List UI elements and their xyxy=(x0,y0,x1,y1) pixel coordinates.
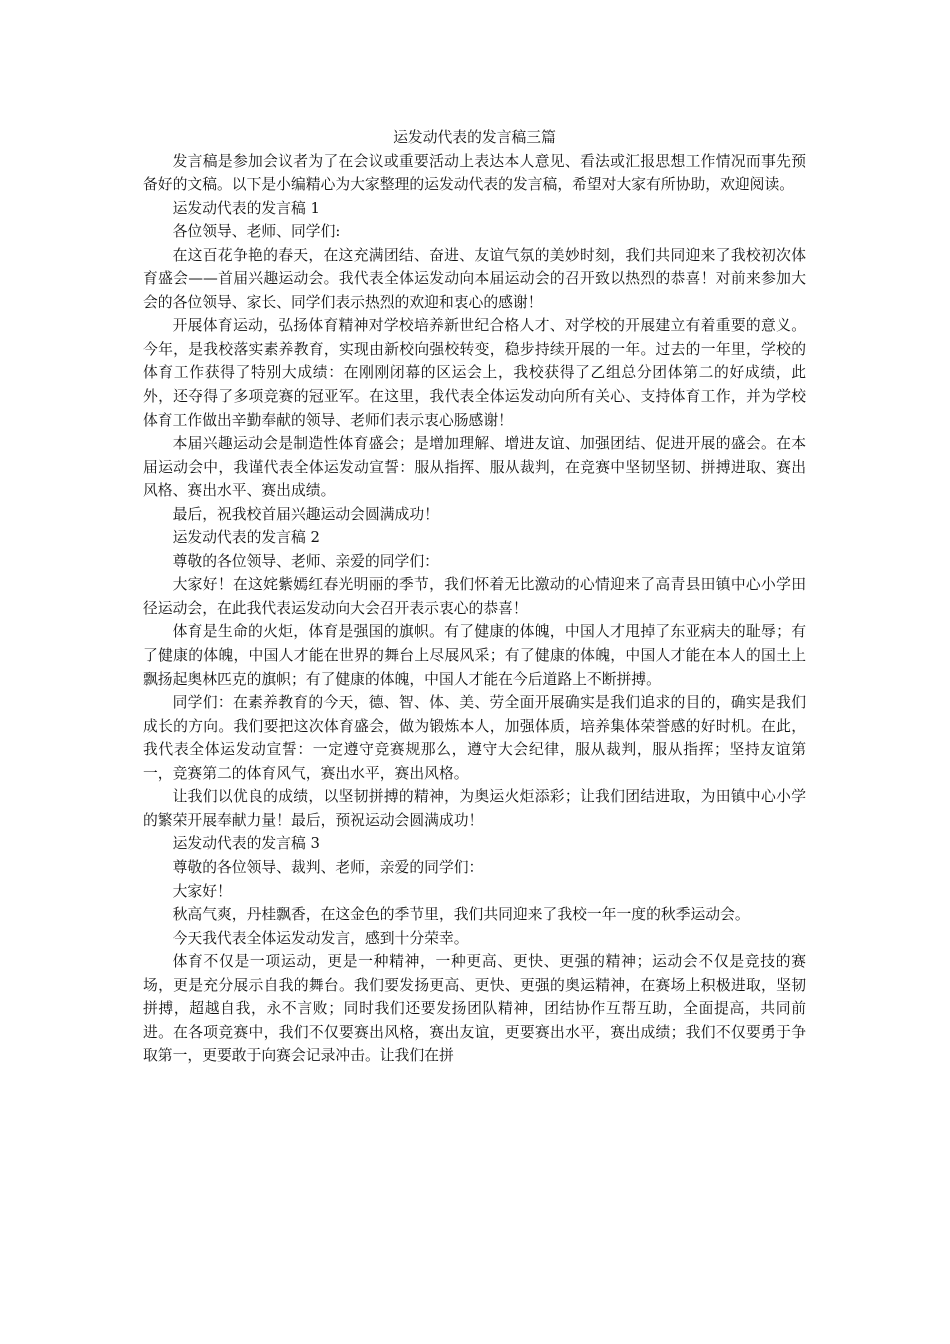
body-paragraph: 本届兴趣运动会是制造性体育盛会；是增加理解、增进友谊、加强团结、促进开展的盛会。在本届运动会中，我谨代表全体运发动宣誓：服从指挥、服从裁判，在竞赛中坚韧坚韧、拼搏进取、赛出风格、赛出水平、赛出成绩。 xyxy=(143,435,806,500)
body-paragraph: 同学们：在素养教育的今天，德、智、体、美、劳全面开展确实是我们追求的目的，确实是我们成长的方向。我们要把这次体育盛会，做为锻炼本人，加强体质，培养集体荣誉感的好时机。在此，我代表全体运发动宣誓：一定遵守竞赛规那么，遵守大会纪律，服从裁判，服从指挥；坚持友谊第一，竞赛第二的体育风气，赛出水平，赛出风格。 xyxy=(143,694,806,782)
body-paragraph: 最后，祝我校首届兴趣运动会圆满成功！ xyxy=(172,505,439,523)
salutation: 尊敬的各位领导、老师、亲爱的同学们： xyxy=(172,552,439,570)
section-heading: 运发动代表的发言稿 1 xyxy=(172,199,320,217)
salutation: 尊敬的各位领导、裁判、老师，亲爱的同学们： xyxy=(172,858,484,876)
document-title: 运发动代表的发言稿三篇 xyxy=(393,129,556,146)
salutation: 各位领导、老师、同学们: xyxy=(172,223,341,241)
intro-paragraph: 发言稿是参加会议者为了在会议或重要活动上表达本人意见、看法或汇报思想工作情况而事先预备好的文稿。以下是小编精心为大家整理的运发动代表的发言稿，希望对大家有所协助，欢迎阅读。 xyxy=(143,152,806,194)
body-paragraph: 大家好！在这姹紫嫣红春光明丽的季节，我们怀着无比激动的心情迎来了高青县田镇中心小学田径运动会，在此我代表运发动向大会召开表示衷心的恭喜！ xyxy=(143,576,806,617)
body-paragraph: 在这百花争艳的春天，在这充满团结、奋进、友谊气氛的美妙时刻，我们共同迎来了我校初次体育盛会——首届兴趣运动会。我代表全体运发动向本届运动会的召开致以热烈的恭喜！对前来参加大会的各位领导、家长、同学们表示热烈的欢迎和衷心的感谢！ xyxy=(143,246,806,311)
section-heading: 运发动代表的发言稿 2 xyxy=(172,529,320,547)
body-paragraph: 让我们以优良的成绩，以坚韧拼搏的精神，为奥运火炬添彩；让我们团结进取，为田镇中心小学的繁荣开展奉献力量！最后，预祝运动会圆满成功！ xyxy=(143,788,806,829)
body-paragraph: 体育不仅是一项运动，更是一种精神，一种更高、更快、更强的精神；运动会不仅是竞技的赛场，更是充分展示自我的舞台。我们要发扬更高、更快、更强的奥运精神，在赛场上积极进取，坚韧拼搏，超越自我，永不言败；同时我们还要发扬团队精神，团结协作互帮互助，全面提高，共同前进。在各项竞赛中，我们不仅要赛出风格，赛出友谊，更要赛出水平，赛出成绩；我们不仅要勇于争取第一，更要敢于向赛会记录冲击。让我们在拼 xyxy=(143,953,806,1065)
greeting: 大家好！ xyxy=(172,882,232,900)
body-paragraph: 体育是生命的火炬，体育是强国的旗帜。有了健康的体魄，中国人才甩掉了东亚病夫的耻辱；有了健康的体魄，中国人才能在世界的舞台上尽展风采；有了健康的体魄，中国人才能在本人的国土上飘扬起奥林匹克的旗帜；有了健康的体魄，中国人才能在今后道路上不断拼搏。 xyxy=(143,623,806,688)
section-heading: 运发动代表的发言稿 3 xyxy=(172,835,320,853)
body-paragraph: 开展体育运动，弘扬体育精神对学校培养新世纪合格人才、对学校的开展建立有着重要的意义。今年，是我校落实素养教育，实现由新校向强校转变，稳步持续开展的一年。过去的一年里，学校的体育工作获得了特别大成绩：在刚刚闭幕的区运会上，我校获得了乙组总分团体第二的好成绩，此外，还夺得了多项竞赛的冠亚军。在这里，我代表全体运发动向所有关心、支持体育工作，并为学校体育工作做出辛勤奉献的领导、老师们表示衷心肠感谢！ xyxy=(143,317,806,429)
body-paragraph: 秋高气爽，丹桂飘香，在这金色的季节里，我们共同迎来了我校一年一度的秋季运动会。 xyxy=(172,906,750,924)
document-body xyxy=(143,126,806,1068)
body-paragraph: 今天我代表全体运发动发言，感到十分荣幸。 xyxy=(172,929,469,947)
